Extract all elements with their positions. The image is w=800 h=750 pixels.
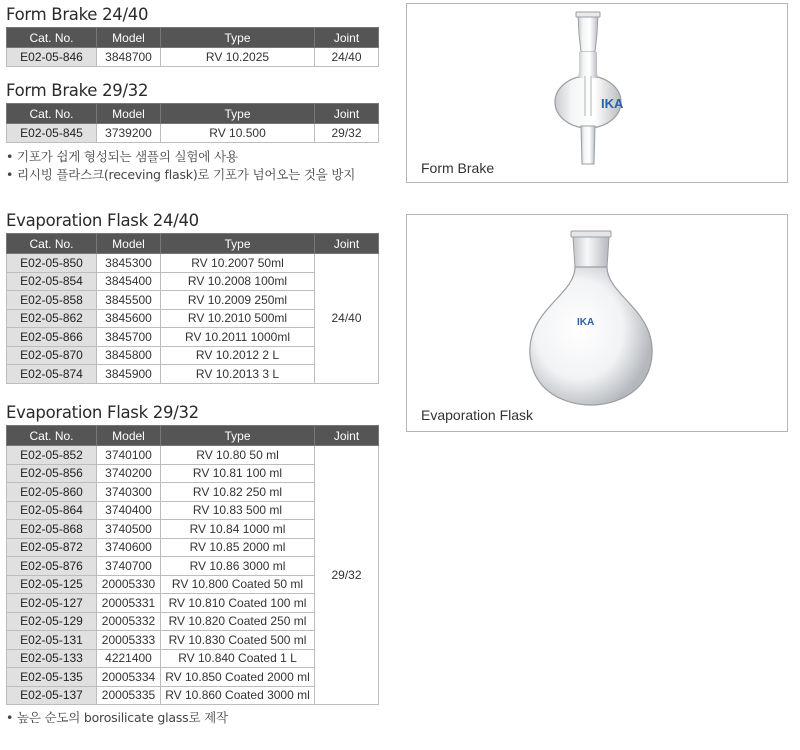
model-cell: 3740200 [97,464,161,483]
bullet-text: 기포가 쉽게 형성되는 샘플의 실험에 사용 [16,148,238,164]
cat-no-cell: E02-05-872 [7,538,97,557]
type-cell: RV 10.82 250 ml [161,483,315,502]
col-joint: Joint [315,234,379,254]
section-evap-flask-2932 [6,401,379,727]
model-cell: 3740100 [97,446,161,465]
bullet-text: 높은 순도의 borosilicate glass로 제작 [16,710,228,725]
bullet-text: 리시빙 플라스크(receving flask)로 기포가 넘어오는 것을 방지 [16,166,356,182]
col-type: Type [161,28,315,48]
type-cell: RV 10.2010 500ml [161,309,315,328]
spec-table [6,103,379,143]
form-brake-image-panel [406,3,788,183]
type-cell: RV 10.80 50 ml [161,446,315,465]
model-cell: 3740300 [97,483,161,502]
cat-no-cell: E02-05-133 [7,649,97,668]
evaporation-flask-illustration [407,215,787,431]
type-cell: RV 10.820 Coated 250 ml [161,612,315,631]
cat-no-cell: E02-05-135 [7,668,97,687]
type-cell: RV 10.85 2000 ml [161,538,315,557]
col-joint: Joint [315,426,379,446]
model-cell: 20005335 [97,686,161,705]
bullet-item: • 기포가 쉽게 형성되는 샘플의 실험에 사용 [6,148,238,164]
spec-table [6,27,379,67]
table-row [7,124,379,143]
model-cell: 3845300 [97,254,161,273]
model-cell: 20005334 [97,668,161,687]
section-title: Form Brake 29/32 [6,81,149,100]
section-title: Form Brake 24/40 [6,5,149,24]
type-cell: RV 10.83 500 ml [161,501,315,520]
type-cell: RV 10.81 100 ml [161,464,315,483]
section-evap-flask-2440 [6,209,379,384]
image-caption: Form Brake [421,160,495,176]
col-type: Type [161,104,315,124]
spec-table [6,425,379,705]
col-model: Model [97,234,161,254]
type-cell: RV 10.2007 50ml [161,254,315,273]
col-model: Model [97,426,161,446]
type-cell: RV 10.800 Coated 50 ml [161,575,315,594]
model-cell: 4221400 [97,649,161,668]
col-type: Type [161,234,315,254]
type-cell: RV 10.810 Coated 100 ml [161,594,315,613]
model-cell: 3845900 [97,365,161,384]
model-cell: 3848700 [97,48,161,67]
model-cell: 3845800 [97,346,161,365]
joint-cell: 24/40 [315,254,379,384]
model-cell: 3740700 [97,557,161,576]
type-cell: RV 10.2009 250ml [161,291,315,310]
model-cell: 3740400 [97,501,161,520]
col-cat-no: Cat. No. [7,28,97,48]
bullet-item: • 리시빙 플라스크(receving flask)로 기포가 넘어오는 것을 방지 [6,166,356,182]
table-header [7,28,379,48]
form-brake-illustration [407,4,787,182]
col-cat-no: Cat. No. [7,426,97,446]
evaporation-flask-image-panel [406,214,788,432]
model-cell: 3740500 [97,520,161,539]
cat-no-cell: E02-05-858 [7,291,97,310]
col-joint: Joint [315,104,379,124]
type-cell: RV 10.2012 2 L [161,346,315,365]
type-cell: RV 10.500 [161,124,315,143]
cat-no-cell: E02-05-127 [7,594,97,613]
table-row [7,48,379,67]
model-cell: 3739200 [97,124,161,143]
col-type: Type [161,426,315,446]
section-form-brake-2440 [6,3,379,67]
table-header [7,104,379,124]
type-cell: RV 10.2013 3 L [161,365,315,384]
cat-no-cell: E02-05-866 [7,328,97,347]
cat-no-cell: E02-05-876 [7,557,97,576]
cat-no-cell: E02-05-868 [7,520,97,539]
bullet-item: • 높은 순도의 borosilicate glass로 제작 [6,710,228,725]
joint-cell: 29/32 [315,124,379,143]
cat-no-cell: E02-05-870 [7,346,97,365]
cat-no-cell: E02-05-860 [7,483,97,502]
col-joint: Joint [315,28,379,48]
table-header [7,426,379,446]
cat-no-cell: E02-05-131 [7,631,97,650]
type-cell: RV 10.860 Coated 3000 ml [161,686,315,705]
type-cell: RV 10.86 3000 ml [161,557,315,576]
cat-no-cell: E02-05-862 [7,309,97,328]
cat-no-cell: E02-05-129 [7,612,97,631]
model-cell: 3845500 [97,291,161,310]
spec-table [6,233,379,384]
image-caption: Evaporation Flask [421,407,534,423]
model-cell: 3740600 [97,538,161,557]
cat-no-cell: E02-05-137 [7,686,97,705]
col-model: Model [97,104,161,124]
ika-logo: IKA [601,96,624,111]
section-title: Evaporation Flask 29/32 [6,403,199,422]
cat-no-cell: E02-05-856 [7,464,97,483]
model-cell: 3845400 [97,272,161,291]
col-cat-no: Cat. No. [7,234,97,254]
model-cell: 20005333 [97,631,161,650]
type-cell: RV 10.840 Coated 1 L [161,649,315,668]
cat-no-cell: E02-05-854 [7,272,97,291]
type-cell: RV 10.850 Coated 2000 ml [161,668,315,687]
model-cell: 3845600 [97,309,161,328]
section-form-brake-2932 [6,79,379,184]
col-cat-no: Cat. No. [7,104,97,124]
table-row [7,446,379,465]
cat-no-cell: E02-05-864 [7,501,97,520]
ika-logo: IKA [577,317,595,328]
type-cell: RV 10.2025 [161,48,315,67]
col-model: Model [97,28,161,48]
joint-cell: 24/40 [315,48,379,67]
cat-no-cell: E02-05-850 [7,254,97,273]
model-cell: 20005330 [97,575,161,594]
cat-no-cell: E02-05-874 [7,365,97,384]
cat-no-cell: E02-05-845 [7,124,97,143]
section-title: Evaporation Flask 24/40 [6,211,199,230]
joint-cell: 29/32 [315,446,379,705]
table-header [7,234,379,254]
type-cell: RV 10.2008 100ml [161,272,315,291]
table-row [7,254,379,273]
type-cell: RV 10.84 1000 ml [161,520,315,539]
cat-no-cell: E02-05-846 [7,48,97,67]
model-cell: 3845700 [97,328,161,347]
cat-no-cell: E02-05-125 [7,575,97,594]
model-cell: 20005331 [97,594,161,613]
cat-no-cell: E02-05-852 [7,446,97,465]
type-cell: RV 10.2011 1000ml [161,328,315,347]
type-cell: RV 10.830 Coated 500 ml [161,631,315,650]
model-cell: 20005332 [97,612,161,631]
